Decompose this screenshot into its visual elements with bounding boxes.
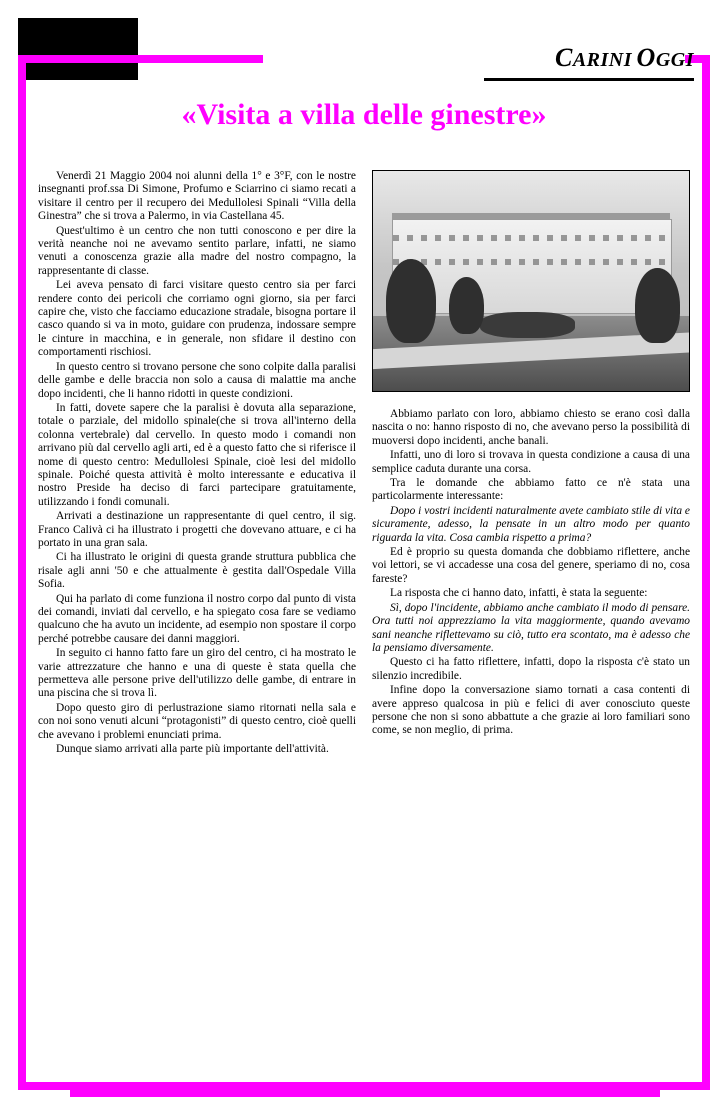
article-body (38, 170, 690, 830)
paragraph: Lei aveva pensato di farci visitare questo centro sia per farci rendere conto dei pericoli che corriamo ogni giorno, sia per farci capire che, visto che facciamo educazione stradale, bisogna portare il casco quando si va in moto, guidare con prudenza, indossare sempre le cinture in macchina, e in generale, non sfidare il destino con comportamenti rischiosi. (38, 279, 356, 359)
masthead-word2-initial: O (636, 43, 656, 72)
page-title: «Visita a villa delle ginestre» (181, 98, 547, 131)
photo-tree (449, 277, 484, 334)
paragraph: Ed è proprio su questa domanda che dobbiamo riflettere, anche voi lettori, se vi accadesse una cosa del genere, speriamo di no, cosa fareste? (372, 546, 690, 585)
article-column-left (38, 170, 356, 757)
frame-bottom-inner (70, 1089, 660, 1097)
paragraph: Arrivati a destinazione un rappresentante di quel centro, il sig. Franco Calivà ci ha illustrato i progetti che dovevano attuare, e ci ha portato in una gran sala. (38, 510, 356, 549)
masthead (555, 45, 694, 71)
photo-bush (480, 312, 575, 338)
paragraph: Dopo questo giro di perlustrazione siamo ritornati nella sala e con noi sono venuti alcuni “protagonisti” di questo centro, cioè quelli che avevano i problemi enunciati prima. (38, 701, 356, 741)
paragraph: Dunque siamo arrivati alla parte più importante dell'attività. (56, 743, 329, 756)
paragraph: Questo ci ha fatto riflettere, infatti, dopo la risposta c'è stato un silenzio incredibile. (372, 656, 690, 682)
paragraph: In seguito ci hanno fatto fare un giro del centro, ci ha mostrato le varie attrezzature che hanno e una di queste è stata quella che permetteva alle persone prive dell'utilizzo delle gambe, di entrare in una piscina che si trova lì. (38, 647, 356, 700)
photo-tree (386, 259, 437, 343)
quote-paragraph: Dopo i vostri incidenti naturalmente avete cambiato stile di vita e sicuramente, adesso, la pensate in un altro modo per quanto riguarda la vita. Cosa cambia rispetto a prima? (372, 504, 690, 544)
masthead-word1-initial: C (555, 43, 573, 72)
paragraph: Qui ha parlato di come funziona il nostro corpo dal punto di vista dei comandi, inviati dal cervello, e ha spiegato cosa fare se vediamo qualcuno che ha avuto un incidente, ad esempio non spostare il corpo perché potrebbe causare dei danni maggiori. (38, 592, 356, 645)
paragraph: Infine dopo la conversazione siamo tornati a casa contenti di avere appreso qualcosa in più e felici di aver conosciuto queste persone che non si sono abbattute a che grazie ai loro familiari sono come, se non meglio, di prima. (372, 684, 690, 737)
article-column-right (372, 408, 690, 739)
paragraph: La risposta che ci hanno dato, infatti, è stata la seguente: (390, 587, 648, 600)
paragraph: Venerdì 21 Maggio 2004 noi alunni della 1° e 3°F, con le nostre insegnanti prof.ssa Di Simone, Profumo e Sciarrino ci siamo recati a visitare il centro per il recupero dei Medullolesi Spinali “Villa della Ginestra” che si trova a Palermo, in via Castellana 45. (38, 170, 356, 223)
masthead-word1-rest: ARINI (572, 49, 633, 71)
frame-top-left (18, 55, 263, 63)
paragraph: In questo centro si trovano persone che sono colpite dalla paralisi delle gambe e delle braccia non solo a causa di malattie ma anche dopo incidenti, che li hanno ridotti in queste condizioni. (38, 360, 356, 400)
header-black-block (18, 18, 138, 80)
quote-paragraph: Sì, dopo l'incidente, abbiamo anche cambiato il modo di pensare. Ora tutti noi apprezziamo la vita maggiormente, quando avevamo sani neanche riflettevamo su ciò, tutto era scontato, ma è adesso che la pensiamo diversamente. (372, 601, 690, 654)
paragraph: Quest'ultimo è un centro che non tutti conoscono e per dire la verità neanche noi ne avevamo sentito parlare, infatti, ne siamo venuti a conoscenza grazie alla madre del nostro compagno, la rappresentante di classe. (38, 224, 356, 277)
photo-tree (635, 268, 679, 343)
frame-right (702, 55, 710, 1085)
article-photo (372, 170, 690, 392)
paragraph: Infatti, uno di loro si trovava in questa condizione a causa di una semplice caduta durante una corsa. (372, 449, 690, 475)
masthead-word2-rest: GGI (655, 49, 694, 71)
paragraph: In fatti, dovete sapere che la paralisi è dovuta alla separazione, totale o parziale, del midollo spinale(che si trova all'interno della colonna vertebrale) dal cervello. In questo modo i comandi non arrivano più dal cervello agli arti, ed è a questo fatto che si riferisce il nome di questo centro: Medullolesi Spinale, cioè lesi del midollo spinale. Poiché questa attività è molto interessante e educativa il nostro Preside ha deciso di farci partecipare gratuitamente, utilizzando i fondi comunali. (38, 401, 356, 508)
frame-left (18, 55, 26, 1085)
paragraph: Tra le domande che abbiamo fatto ce n'è stata una particolarmente interessante: (372, 477, 690, 503)
paragraph: Ci ha illustrato le origini di questa grande struttura pubblica che risale agli anni '50 e che attualmente è gestita dall'Ospedale Villa Sofia. (38, 551, 356, 591)
paragraph: Abbiamo parlato con loro, abbiamo chiesto se erano così dalla nascita o no: hanno risposto di no, che avevano perso la possibilità di muoversi dopo incidenti, anche banali. (372, 408, 690, 447)
masthead-rule (484, 78, 694, 81)
